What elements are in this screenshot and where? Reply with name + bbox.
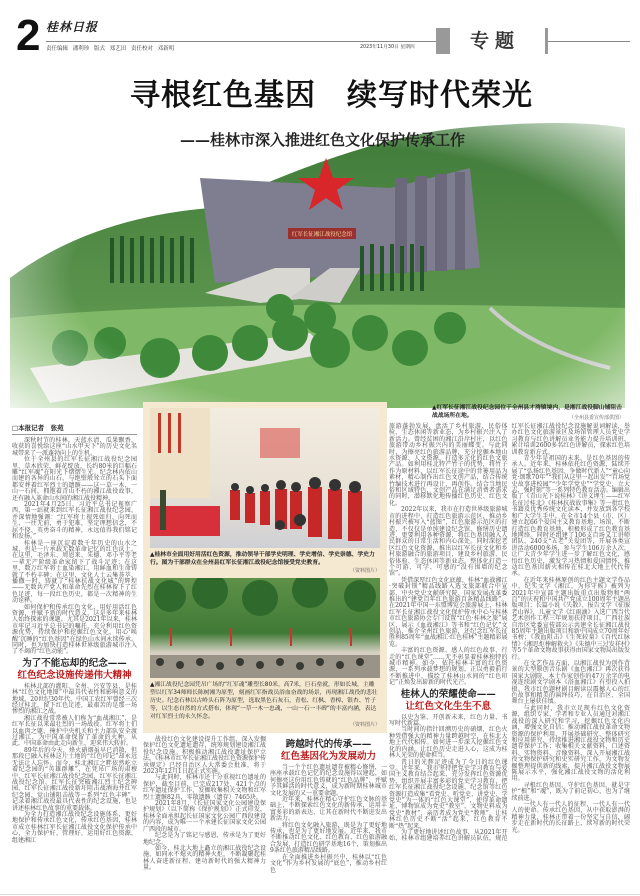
subheading-line: 桂林人的荣耀使命—— (400, 688, 496, 700)
photo-panel (143, 402, 387, 733)
page-number: 2 (16, 11, 41, 60)
hall-photo-caption: ▲桂林市全面用好用活红色资源，推动领导干部学史明理、学史增信、学史崇德、学史力行。图为干部群众在全州县红军长征湘江战役纪念馆接受党史教育。 (150, 552, 375, 566)
paragraph: 在文艺作品方面，以湘江战役为创作背景的大型原创音乐剧《血色湘江》再次获得国家大剧院，本土作家创作的47万余字的电视连续剧文学剧本《浴血湘江》有望投入拍摄。我市红色题材剧目解读以震撼人心的红色故事和精美的演绎技巧，在自治区、全国舞台上屡获佳绩。 (511, 660, 630, 706)
subheading-glorious-mission (389, 689, 508, 713)
subheading-transmission (270, 739, 387, 763)
sculpture-photo-caption: ▲湘江战役纪念园凭吊广场的“红军魂”雕塑长80米，高7米，巨石垒就，形如长城，主雕塑以红军34师师长陈树湘为原型，刻画红军指战员浴血奋战的场景，再现湘江战役的悲壮历史。纪念石林以古岭头石阵为原型，选取黑色石灰石，青松、红枫、香樟、银杏、竹子等，以生态自然的方式搭布，体现“一草一木一忠魂，一山一石一丰碑”的丰富内涵，表达对红军烈士的永久怀念。 (150, 682, 378, 720)
subheading-line: 红色基因化为发展动力 (280, 751, 376, 762)
headline-title: 寻根红色基因 续写时代荣光 (130, 78, 533, 113)
subheading-line: 红色纪念设施传递伟大精神 (17, 669, 132, 681)
subheading-line: 让红色文化生生不息 (405, 700, 491, 712)
section-title: 专题 (470, 30, 521, 52)
paragraph: 在近年来桂林原创的红色主题文学作品中，纪实文学《湘江，为你守候》被列为2021年中宣部主题出版重点出版物和“两百”的庆祝和中国共产党成立100周年主题出版项目；长篇小说《失散》、报告文学《征服老山界》，儿童文学《红雨滴》入选广西当代艺术创作工程三年规划扶持项目，广西壮族自治区党委宣传部公示共建全长征湘江战役85周年主题出版项目和新中国成立70周年好书榜；《我血阻击》《生死较量》《百代红脉情》《湘思炬棒解救火》《朱德中三过发祥村》等5个革命文物故事获得由国家文物局出版发行。 (511, 576, 630, 661)
hall-photo-caption-block (150, 551, 380, 575)
memorial-photo-credit: （全州县委宣传部供图） (568, 415, 624, 421)
paragraph: 当时间的指针回溯历史的硝烟，红色火种凭借强大的精神力量跨越时空，在桂北大地上代代相传。如何进一步深入挖掘红色文化的内涵，让红色历史走进人心，这成为桂林人光荣的使命担当。 (389, 726, 508, 760)
paragraph: 青少年是祖国的未来，是红色基因的传承人。近年来，桂林依托红色资源，陆续开展了“弘扬红色基因，争做时代新人”“童心向党·颂歌70年”“我们从这里一起出发”“百场党史故事进校园”“少年学党史”“学党史，立大志，强时刻”等一系列特色教育活动。编辑出版了《青山光下说桂林》《讲义埋生——红军长征过桂北》《桂林抗战故事集》等一批红色书籍及优秀传统文化读本，并发放到各学校和广大学生手中。在全市14个县（市、区）建立起66个爱国主义教育基地、场馆，不断打造红色教育基地，积极形成了红色教育基地网络。同时还组建了106支百场义工讲师团队、240支“五老”关爱团等，开展各类宣讲活动6000多场，参与学生106万余人次，让广大青少年学生进一步了解红色文化，感悟红色历史，激发学习热情和爱国情怀，推动红色基因薪火相传在桂北大地上代代传承。 (511, 455, 630, 578)
paragraph: 以史为鉴，开创新未来，红色力量，书写时代新篇。 (389, 713, 508, 728)
paragraph: 与此同时，我市立足现有红色文化资源，组织专家、学者和专业人员通过对湘江战役的深入研究和学习，挖掘红色文化内涵，增强文化自信；推动湘江战役革命文物资源的保护利用，开展基础研究、整体研究和应用研究，持续推进湘江战役文物和历史遗存保护工作；收集相关文献资料，口述资料、实物资料、音像资料，深入开展湘江战役文物保护研究和史实研究工作，为文物发掘整理提供新的线索，提升湘江战役文物展陈展示水平，强化湘江战役文物的活化利用。 (511, 704, 630, 783)
sculpture-illustration (150, 578, 380, 678)
sculpture-photo-credit: （资料图片） (349, 722, 380, 728)
header-rule (46, 41, 441, 42)
paragraph: 2022年以来，我市在打造世界级旅游城市的进程中，打造红色旅游示范区，推动乡村振兴被写入“蓝图”，红色旅游示范区的打造，不仅仅是单纯建设纪念馆、修缮历史遗迹，更要利用各种资源，将红色基因融入人民群众的日常生活和内心深处。同时深挖老区红色文化资源，推出以红军长征文化和乡村旅游融合的旅游项目，建设乡村旅游、民俗体验、生态休闲等新业态。整体化打造一个可游、可学、可感的“没有围墙的纪念馆”。 (389, 506, 508, 578)
subheading-line: 为了不能忘却的纪念—— (22, 657, 127, 669)
staff-credits: 责任编辑 潘利珍 版式 郑艺田 责任校对 邓新明 (46, 46, 175, 52)
memorial-illustration (10, 118, 625, 408)
middle-columns (143, 737, 387, 874)
paragraph: 89年后的今天，烽火硝烟虽早已消散，但那段已融入桂林这片土地的“红色印记”却永远无法让人忘怀。而今，桂北湘江之畔依然屹立着纪念园的“英雄群雕”，在凭吊广场的肃穆中，红军长征湘江战役纪念园、红军长征湘江战役纪念馆、红军长征突破湘江烈士纪念碑园、红军长征湘江战役新圩阻击战酒海井红军纪念园、觉山铺阻击战等一系列“红色丰碑”，记录着湘江战役最具代表性的纪念设施，也是讲述桂林红色故事的重要载体。 (12, 746, 137, 812)
hall-illustration (150, 408, 380, 548)
paragraph: 与此同时，桂林市还十分重视红色遗址的保护，截至目前，已完成217处、421个点的红军遗址保护工作，发掘收集相关文物和红军烈士遗骸82具，零散遗骸（遗存）7465块。 (143, 774, 266, 801)
paragraph: 凭借深厚红色文化底蕴，桂林“血战湘江·突破封锁”精品线路入选文旅部联合中宣部、中央党史文献研究院、国家发展改革委推出的“建党百年红色旅游百条精品线路”。在2021年中国一东盟博览会旅游展上，桂林红军长征湘江战役文化保护传承中心与桂林市红色旅游协会专门设置“红色·桂林之旅”展区，展示《血战湘江》等书和“红色记忆”文创品，推介全州红色旅游，还纪念红军长征胜利85周年“血战湘江·红色桂林”主题精彩展览。 (389, 576, 508, 648)
article-column-left (12, 424, 137, 844)
memorial-photo-caption: ▲红军长征湘江战役纪念园位于全州县才湾镇境内，是湘江战役脚山铺阻击战战场所在地。 (432, 405, 622, 419)
section-bar-left (436, 28, 450, 54)
paragraph: 如何保护和传承红色文化，用好用活红色资源，并赋予新的时代意义，这是多年来桂林人始终探索的课题。尤其是2021年以来，桂林市牢记习近平总书记的嘱托，充分利用红色资源优势，持续保护和挖掘红色文化，用心‘唤醒’沉睡的“红色基因”在绿色山水间永续传承。同时，也为加快打造桂林世界级旅游城市注入了不竭的“红色动能”。 (12, 603, 137, 656)
byline: □本报记者 张苑 (12, 424, 137, 435)
issue-date: 2023年11月30日 星期四 (360, 45, 415, 50)
headline-subtitle: ——桂林市深入推进红色文化保护传承工作 (180, 131, 466, 149)
paragraph: 如今，桂北大地上矗立的湘江战役纪念设施，如同永不熄灭的精神火炬，不断凝聚起桂林人奋进新征程、建功新时代的强大精神力量。 (143, 844, 266, 872)
paragraph: 桂林北部的灌阳、全州、兴安等县，是桂林“红色文化地图”中最具代表性和影响意义的地域。20世纪30年代，中国工农红军曾经三次经过桂北，留下红色足迹，最艰苦的是那一场惨烈的湘江之战。 (12, 682, 137, 716)
paragraph: 2021年4月25日，习近平总书记视察广西，第一站就来到红军长征湘江战役纪念园，并深情地强调：“红军将士视死如归、向死而生、一往无前，勇于犯难，坚定理想信念，不屈不挠、英勇奋斗的精神，永远值得我们铭记和发扬。” (12, 501, 137, 541)
paragraph: 纪念是为了铭记与感恩，传承是为了更好地纪念。 (143, 832, 266, 846)
article-columns-right (389, 424, 630, 843)
paragraph: 位于全州县的红军长征湘江战役纪念园里，草木欣荣，鲜花绽放，长约80米的巨幅石雕“红军魂”在阳光下熠熠生光。纪念林内依山而建的各异的山石，与绝壁般耸立的石头下面都安葬着红军烈士的遗骸——这一草一木，一山一石间，拥抱着青山不朽的湘江战役故事，还有融入革命山水间的湘江战役精神。 (12, 456, 137, 502)
paragraph: 昔日的光辉足迹成为了今日的红色课堂。近年来，我市坚持把党史学习教育与爱国主义教育结合起来，充分发挥红色资源优势，组织开展丰富多彩的党史学习教育，把红军长征湘江战役纪念设施、纪念馆等红色资源打造成集“看党史、听党史、讲党史、学党史”为一体的“红色大课堂”，使得革命遗址、博物馆成为党史“教室”，文物史料成为党史“教材”，亲历者成为党史“教师”，让桂林红色历史不断“活”起来，红色教育不断“热”起来。 (389, 758, 508, 830)
paragraph: 在全面推进乡村振兴中，桂林以“红色文化”作为乡村发展的“底色”，推动乡村红色 (270, 853, 387, 874)
paragraph-part: 始，桂林市组建培养红色讲解员队伍，规范红军长征湘江战役纪念设施解说词解读，举办红色文化旅游景区及场馆管理人员党史学习教育与红色讲解员业务能力提升培训班，累计培训2600多名红色讲解员，探索红色培训教育新方式。 (389, 423, 630, 843)
memorial-sign-text: 红军长征湘江战役纪念馆 (291, 232, 353, 238)
paragraph: 寻根红色基因，守护红色基因，就是守护“根”和“魂”，既为了前记初心，也为了继续前进。 (511, 781, 630, 802)
sculpture-photo (150, 578, 380, 678)
paragraph: 战役红色文化建设提升工作组，深入发掘保护红色文化遗址遗存，统筹规划建设湘江战役纪念设施。积极推动湘江战役遗址保护立法，《桂林市红军长征湘江战役红色资源保护传承规定》已经自治区人大常委会批准，将于2023年12月1日起正式实施。 (143, 736, 267, 776)
hall-photo-credit: （资料图片） (349, 568, 380, 574)
paragraph: 2021年8月，《长征国家文化公园建设保护规划》（以下简称《保护规划》）正式印发，桂林全面承担起长征国家文化公园广西段建设的内容，成为唯一一个承建长征国家文化公园广西段的城市。 (143, 800, 266, 833)
paragraph-part: 为了更好地讲述红色故事，从2021年开 (401, 828, 508, 836)
paragraph: 当一个个红色遗址遗存被精心修缮，一座座承载红色记忆的纪念设施得以建起，如何擦亮这份用红色铸就的“红色品牌”，并赋予其鲜活的时代意义，成为新时期桂林城市文化发展的又一重要命题。 (270, 764, 387, 797)
newspaper-logo: 桂林日报 (46, 20, 99, 34)
middle-stack (143, 402, 387, 874)
paragraph: 桂林是一座沉淀着数千年历史的山水之城，也是一片承载无数革命记忆的红色沃土。在这里，毛泽东、周恩来、朱德、邓小平等老一辈无产阶级革命家留下了战斗足迹；在这里，数万红军将士血染湘江，用鲜血和生命铸就了不朽丰碑；在这里，文化人士云集荟萃，播撒一时，铸就了“桂林抗战文化城”的辉煌——无数共产党人和革命先烈在桂林留下了红色足迹，每一段红色历史，都是一次精神的生动诠释。 (12, 539, 137, 605)
hall-photo (150, 408, 380, 548)
paragraph: 近年来，桂林在精心守护红色文脉的基础上，不断探索红色文化的新传承，运用丰富多彩的新表达，让其在新时代不断迸发出新活力。 (270, 796, 387, 823)
article-column-mid-2 (270, 737, 387, 874)
paragraph: 深秋时节的桂林，天蓝水清，瓜果飘香，收获的喜悦给这座“山水甲天下”的历史文化名城带来了一派蓬勃向上的生机。 (12, 437, 137, 457)
memorial-photo (10, 118, 625, 408)
paragraph: 将红色文化融入旅游，既是为了更好地传承，也是为了更好地发展。近年来，我市不断推动红色文化、红色教育、红色旅游融合发展，打造红色研学基地16个，策划推出9条红色旅游精品线路。 (270, 821, 387, 855)
paragraph: 丰富的红色资源、感人的红色故事、行走的“红色课堂”……无不彰显着桂林独特的城市精神。如今，依托桂林丰富的红色资源，一系列承载梦想的规划，正以勇毅前行不断推进中，描绘了桂林山水间的“红色印记”正焕发出崭新的时代光芒。 (389, 647, 508, 687)
subheading-memorial-facilities (12, 658, 137, 682)
sculpture-photo-caption-block (150, 681, 380, 729)
paragraph: 为全力打造湘江战役纪念设施体系，更好地保护和传承红色文化，传承红色基因，桂林市成立桂林红军长征湘江战役文化保护传承中心，全力保护好、管理好、运用好红色资源，组建湘江 (12, 810, 137, 844)
article-column-mid-1 (143, 737, 266, 874)
paragraph: 旅游蓬勃发展，盘活了乡村旅游、民俗体验、生态休闲等新业态，为乡村振兴注入了新活力。曾经贫困的湘江沿岸村庄，以红色旅游带动乡村振兴内的美丽蝶变。与此同时，为擦亮红色旅游品牌，充分挖掘本地山水资源、人文资源，打造多元化的红色文旅产品。如利用桂北特产竹子的优势，将竹子作为原材料，以红军长征途中的背篓用品为素材，精心制作出红色文创产品，结合传统竹编技术进行再设计，再创作。结合当地民俗和区域特色，文创产品在满足消费者需求的同时，潜移默化地传播红色历史、红色文化。 (389, 423, 508, 507)
page-bottom-rule (0, 894, 640, 895)
paragraph: 湘江战役常常被人们称为“血战湘江”，是红军长征以来最壮烈的一场战役。红军将士们以血肉之躯，掩护中央机关和主力部队安全渡过湘江，为中国革命保留了革命的火种。从此，中国革命由此走向新生，迎来伟大转折。 (12, 714, 137, 748)
subheading-line: 跨越时代的传承—— (285, 739, 372, 750)
paragraph: 一代人有一代人的征程，一代人有一代人的使命。传承红色基因，从中获取澎湃的精神力量，桂林正带着一份坚定与自信，阔步走在新时代的长征路上，续写新的时代荣光。 (511, 800, 630, 834)
header-rule-right (548, 41, 630, 42)
